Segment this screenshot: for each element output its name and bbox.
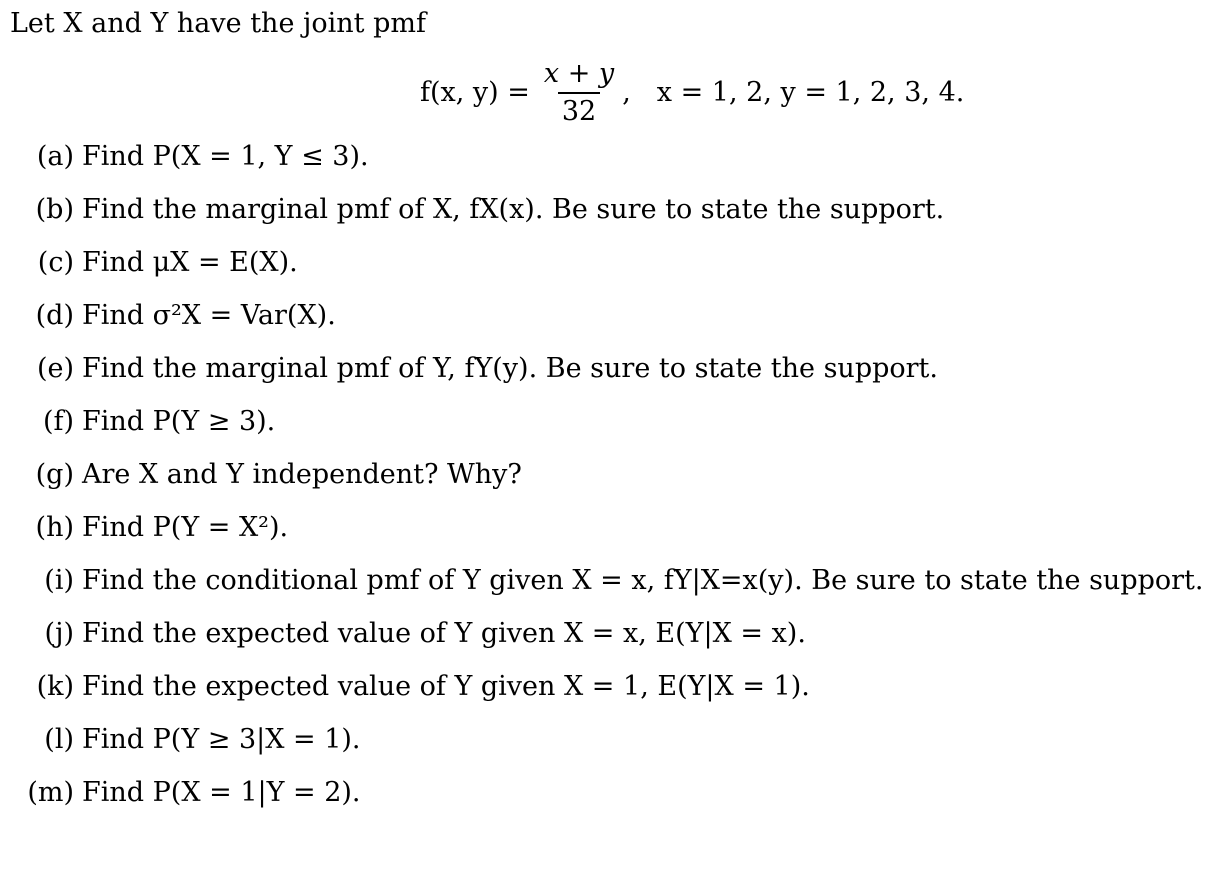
formula-comma: , bbox=[622, 77, 631, 108]
question-text: Find the expected value of Y given X = 1, E(Y|X = 1). bbox=[82, 671, 810, 702]
question-label: (j) bbox=[44, 618, 74, 649]
question-text: Find the marginal pmf of X, fX(x). Be sure to state the support. bbox=[82, 194, 945, 225]
question-text: Are X and Y independent? Why? bbox=[82, 459, 522, 490]
question-label: (l) bbox=[44, 724, 74, 755]
question-label: (a) bbox=[36, 141, 74, 172]
formula-fraction bbox=[540, 58, 618, 127]
question-label: (f) bbox=[42, 406, 74, 437]
question-label: (g) bbox=[35, 459, 74, 490]
formula-lhs: f(x, y) = bbox=[420, 77, 530, 108]
question-label: (b) bbox=[35, 194, 74, 225]
question-label: (c) bbox=[37, 247, 74, 278]
question-text: Find P(Y = X²). bbox=[82, 512, 289, 543]
question-text: Find μX = E(X). bbox=[82, 247, 298, 278]
question-text: Find σ²X = Var(X). bbox=[82, 300, 336, 331]
formula-numerator: x + y bbox=[543, 58, 615, 89]
question-text: Find P(Y ≥ 3). bbox=[82, 406, 276, 437]
question-text: Find the marginal pmf of Y, fY(y). Be sure to state the support. bbox=[82, 353, 938, 384]
question-text: Find the expected value of Y given X = x, E(Y|X = x). bbox=[82, 618, 806, 649]
formula-denominator: 32 bbox=[558, 92, 600, 127]
formula-support: x = 1, 2, y = 1, 2, 3, 4. bbox=[656, 77, 965, 108]
question-label: (h) bbox=[35, 512, 74, 543]
question-label: (m) bbox=[27, 777, 74, 808]
question-text: Find P(X = 1, Y ≤ 3). bbox=[82, 141, 369, 172]
question-text: Find P(X = 1|Y = 2). bbox=[82, 777, 361, 808]
question-label: (d) bbox=[35, 300, 74, 331]
joint-pmf-formula bbox=[420, 58, 964, 127]
problem-intro: Let X and Y have the joint pmf bbox=[10, 8, 426, 39]
question-label: (e) bbox=[36, 353, 74, 384]
question-text: Find P(Y ≥ 3|X = 1). bbox=[82, 724, 361, 755]
question-label: (i) bbox=[44, 565, 74, 596]
question-label: (k) bbox=[36, 671, 74, 702]
question-text: Find the conditional pmf of Y given X = x, fY|X=x(y). Be sure to state the support. bbox=[82, 565, 1204, 596]
